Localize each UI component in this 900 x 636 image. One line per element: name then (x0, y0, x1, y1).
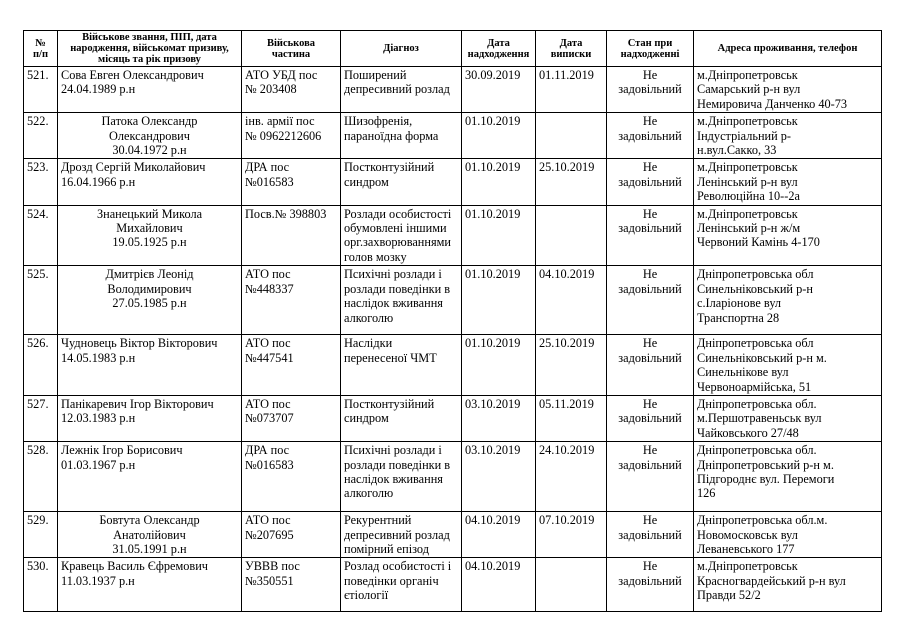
cell-diagnosis (341, 335, 462, 396)
cell-diagnosis (341, 159, 462, 205)
diagnosis-line: Постконтузійний (344, 160, 435, 175)
cell-state (607, 67, 694, 113)
header-line: № (35, 37, 46, 49)
state-line: задовільний (618, 411, 682, 426)
cell-person (58, 558, 242, 612)
diagnosis-line: Рекурентний (344, 513, 412, 528)
table-row (24, 266, 882, 335)
address-line: Красногвардейський р-н вул (697, 573, 846, 588)
address-line: Леваневського 177 (697, 541, 795, 556)
cell-state (607, 558, 694, 612)
diagnosis-line: Наслідки (344, 336, 393, 351)
person-line: Кравець Василь Єфремович (61, 559, 208, 574)
cell-person (58, 113, 242, 159)
date_out-value: 04.10.2019 (539, 267, 595, 282)
diagnosis-line: єтіології (344, 588, 389, 603)
cell-unit (242, 113, 341, 159)
unit-line: АТО УБД пос (245, 68, 318, 82)
address-line: Ленінський р-н ж/м (697, 221, 801, 236)
date_in-value: 01.10.2019 (465, 114, 521, 129)
address-line: Революційна 10--2а (697, 189, 800, 204)
date_in-value: 01.10.2019 (465, 206, 521, 221)
unit-line: №207695 (245, 527, 294, 542)
table-row (24, 558, 882, 612)
unit-line: ДРА пос (245, 443, 290, 458)
date_in-value: 30.09.2019 (465, 68, 521, 82)
state-line: Не (642, 114, 658, 129)
cell-address (694, 442, 882, 512)
date_in-value: 03.10.2019 (465, 443, 521, 458)
header-line: надходженні (620, 48, 680, 60)
header-line: місяць та рік призову (98, 54, 201, 65)
diagnosis-line: Психічні розлади і (344, 443, 442, 458)
cell-date-out (536, 335, 607, 396)
person-line: Анатолійович (113, 527, 186, 542)
cell-date-in (462, 395, 536, 441)
header-line: Військова (266, 37, 315, 49)
person-line: Панікаревич Ігор Вікторович (61, 396, 214, 411)
unit-line: №073707 (245, 411, 294, 426)
cell-state (607, 512, 694, 558)
cell-date-in (462, 266, 536, 335)
cell-date-out (536, 395, 607, 441)
cell-date-out (536, 442, 607, 512)
date_in-value: 04.10.2019 (465, 513, 521, 528)
cell-unit (242, 266, 341, 335)
cell-state (607, 205, 694, 266)
cell-address (694, 113, 882, 159)
cell-date-out (536, 67, 607, 113)
diagnosis-line: обумовлені іншими (344, 221, 447, 236)
cell-date-out (536, 159, 607, 205)
unit-line: ДРА пос (245, 160, 290, 175)
cell-date-in (462, 558, 536, 612)
state-line: задовільний (618, 221, 682, 236)
diagnosis-line: депресивний розлад (344, 527, 450, 542)
state-line: задовільний (618, 527, 682, 542)
cell-date-out (536, 113, 607, 159)
cell-unit (242, 205, 341, 266)
cell-person (58, 67, 242, 113)
state-line: Не (642, 160, 658, 175)
cell-date-in (462, 159, 536, 205)
table-row (24, 67, 882, 113)
address-line: Підгороднє вул. Перемоги (697, 471, 835, 486)
cell-date-out (536, 558, 607, 612)
person-line: Сова Евген Олександрович (61, 68, 204, 82)
diagnosis-line: розлади поведінки в (344, 281, 451, 296)
person-line: 27.05.1985 р.н (112, 296, 187, 311)
table-row (24, 159, 882, 205)
document-page (23, 30, 881, 612)
header-line: надходження (467, 48, 530, 60)
header-line: Стан при (627, 37, 673, 49)
address-line: Дніпропетровська обл. (697, 443, 817, 458)
cell-num (24, 266, 58, 335)
cell-date-out (536, 512, 607, 558)
cell-state (607, 113, 694, 159)
diagnosis-line: алкоголю (344, 486, 394, 501)
unit-line: № 0962212606 (245, 128, 322, 143)
cell-person (58, 335, 242, 396)
cell-num (24, 159, 58, 205)
cell-person (58, 205, 242, 266)
cell-unit (242, 335, 341, 396)
address-line: Синельніковський р-н (697, 281, 813, 296)
date_in-value: 04.10.2019 (465, 559, 521, 574)
date_out-value: 24.10.2019 (539, 443, 595, 458)
cell-address (694, 335, 882, 396)
state-line: Не (642, 443, 658, 458)
unit-line: №016583 (245, 174, 294, 189)
table-header-row (24, 31, 882, 67)
person-line: Михайлович (116, 221, 183, 236)
table-body (24, 67, 882, 612)
state-line: задовільний (618, 350, 682, 365)
diagnosis-line: голов мозку (344, 249, 407, 264)
unit-line: №447541 (245, 350, 294, 365)
table-row (24, 335, 882, 396)
num-value: 527. (27, 396, 49, 411)
unit-line: АТО пос (245, 513, 291, 528)
unit-line: Посв.№ 398803 (245, 206, 327, 221)
state-line: Не (642, 559, 658, 574)
cell-date-out (536, 266, 607, 335)
cell-state (607, 159, 694, 205)
num-value: 525. (27, 267, 49, 282)
diagnosis-line: розлади поведінки в (344, 457, 451, 472)
cell-diagnosis (341, 113, 462, 159)
person-line: Дмитрієв Леонід (105, 267, 194, 282)
cell-address (694, 67, 882, 113)
cell-unit (242, 558, 341, 612)
cell-address (694, 159, 882, 205)
cell-num (24, 67, 58, 113)
address-line: с.Іларіонове вул (697, 296, 782, 311)
address-line: м.Дніпропетровськ (697, 559, 798, 574)
cell-address (694, 205, 882, 266)
date_in-value: 01.10.2019 (465, 160, 521, 175)
patient-registry-table (23, 30, 882, 612)
unit-line: АТО пос (245, 336, 291, 351)
diagnosis-line: наслідок вживання (344, 296, 443, 311)
person-line: 24.04.1989 р.н (61, 82, 136, 97)
person-line: Олександрович (109, 128, 190, 143)
cell-address (694, 512, 882, 558)
header-date-out (536, 31, 607, 67)
unit-line: АТО пос (245, 267, 291, 282)
cell-num (24, 512, 58, 558)
address-line: Дніпропетровська обл (697, 267, 814, 282)
table-row (24, 442, 882, 512)
address-line: м.Дніпропетровськ (697, 114, 798, 129)
date_out-value: 01.11.2019 (539, 68, 594, 82)
address-line: н.вул.Сакко, 33 (697, 143, 777, 158)
address-line: м.Першотравеньськ вул (697, 411, 822, 426)
diagnosis-line: синдром (344, 411, 389, 426)
unit-line: АТО пос (245, 396, 291, 411)
num-value: 529. (27, 513, 49, 528)
diagnosis-line: Психічні розлади і (344, 267, 442, 282)
unit-line: №448337 (245, 281, 294, 296)
num-value: 528. (27, 443, 49, 458)
state-line: Не (642, 206, 658, 221)
unit-line: № 203408 (245, 82, 297, 97)
state-line: задовільний (618, 573, 682, 588)
state-line: задовільний (618, 174, 682, 189)
diagnosis-line: наслідок вживання (344, 471, 443, 486)
state-line: Не (642, 68, 658, 82)
diagnosis-line: помірний епізод (344, 541, 429, 556)
person-line: 31.05.1991 р.н (112, 541, 187, 556)
address-line: м.Дніпропетровськ (697, 206, 798, 221)
cell-diagnosis (341, 266, 462, 335)
address-line: Дніпропетровська обл. (697, 396, 817, 411)
cell-date-in (462, 205, 536, 266)
header-unit (242, 31, 341, 67)
cell-address (694, 558, 882, 612)
person-line: 14.05.1983 р.н (61, 350, 136, 365)
state-line: задовільний (618, 281, 682, 296)
diagnosis-line: параноїдна форма (344, 128, 439, 143)
diagnosis-line: Шизофренія, (344, 114, 413, 129)
cell-date-in (462, 67, 536, 113)
header-line: частина (271, 48, 311, 60)
person-line: Чудновець Віктор Вікторович (61, 336, 218, 351)
unit-line: УВВВ пос (245, 559, 300, 574)
cell-unit (242, 159, 341, 205)
cell-date-in (462, 442, 536, 512)
cell-num (24, 558, 58, 612)
cell-state (607, 442, 694, 512)
num-value: 521. (27, 68, 49, 82)
date_out-value: 07.10.2019 (539, 513, 595, 528)
address-line: Дніпропетровський р-н м. (697, 457, 834, 472)
date_out-value: 25.10.2019 (539, 336, 595, 351)
person-line: Бовтута Олександр (99, 513, 200, 528)
table-row (24, 395, 882, 441)
header-line: Адреса проживання, телефон (717, 43, 858, 54)
address-line: Синельніковський р-н м. (697, 350, 827, 365)
cell-num (24, 442, 58, 512)
cell-person (58, 395, 242, 441)
date_in-value: 03.10.2019 (465, 396, 521, 411)
person-line: Знанецький Микола (96, 206, 203, 221)
date_in-value: 01.10.2019 (465, 267, 521, 282)
date_out-value: 25.10.2019 (539, 160, 595, 175)
num-value: 523. (27, 160, 49, 175)
diagnosis-line: Постконтузійний (344, 396, 435, 411)
address-line: м.Дніпропетровськ (697, 160, 798, 175)
person-line: Володимирович (107, 281, 192, 296)
diagnosis-line: перенесеної ЧМТ (344, 350, 437, 365)
person-line: 01.03.1967 р.н (61, 457, 136, 472)
address-line: Червоноармійська, 51 (697, 379, 812, 394)
cell-diagnosis (341, 558, 462, 612)
cell-person (58, 512, 242, 558)
table-row (24, 205, 882, 266)
address-line: Немировича Данченко 40-73 (697, 96, 848, 111)
person-line: 11.03.1937 р.н (61, 573, 135, 588)
cell-diagnosis (341, 442, 462, 512)
address-line: Червоний Камінь 4-170 (697, 235, 820, 250)
num-value: 524. (27, 206, 49, 221)
address-line: Індустріальний р- (697, 128, 791, 143)
cell-unit (242, 442, 341, 512)
diagnosis-line: орг.захворюваннями (344, 235, 451, 250)
header-line: Дата (559, 37, 583, 49)
header-line: Військове звання, ПІП, дата (82, 32, 217, 43)
unit-line: №350551 (245, 573, 294, 588)
address-line: Ленінський р-н вул (697, 174, 798, 189)
address-line: Транспортна 28 (697, 310, 780, 325)
cell-unit (242, 512, 341, 558)
diagnosis-line: Розлади особистості (344, 206, 452, 221)
cell-date-out (536, 205, 607, 266)
diagnosis-line: Розлад особистості і (344, 559, 452, 574)
cell-state (607, 266, 694, 335)
header-date-in (462, 31, 536, 67)
cell-date-in (462, 512, 536, 558)
num-value: 526. (27, 336, 49, 351)
diagnosis-line: синдром (344, 174, 389, 189)
address-line: Дніпропетровська обл (697, 336, 814, 351)
person-line: 16.04.1966 р.н (61, 174, 136, 189)
cell-diagnosis (341, 205, 462, 266)
header-line: Дата (487, 37, 510, 49)
cell-num (24, 335, 58, 396)
cell-num (24, 395, 58, 441)
unit-line: інв. армії пос (245, 114, 315, 129)
header-line: п/п (32, 48, 49, 60)
num-value: 522. (27, 114, 49, 129)
unit-line: №016583 (245, 457, 294, 472)
cell-diagnosis (341, 67, 462, 113)
address-line: 126 (697, 486, 716, 501)
date_out-value: 05.11.2019 (539, 396, 594, 411)
cell-state (607, 335, 694, 396)
address-line: Дніпропетровська обл.м. (697, 513, 828, 528)
table-row (24, 113, 882, 159)
state-line: Не (642, 513, 658, 528)
num-value: 530. (27, 559, 49, 574)
date_in-value: 01.10.2019 (465, 336, 521, 351)
person-line: 30.04.1972 р.н (112, 143, 187, 158)
cell-person (58, 442, 242, 512)
cell-diagnosis (341, 512, 462, 558)
header-diagnosis (341, 31, 462, 67)
diagnosis-line: Поширений (344, 68, 407, 82)
address-line: Синельнікове вул (697, 365, 789, 380)
cell-diagnosis (341, 395, 462, 441)
diagnosis-line: алкоголю (344, 310, 394, 325)
header-line: народження, військомат призиву, (70, 43, 229, 54)
header-person (58, 31, 242, 67)
header-line: виписки (550, 48, 592, 60)
cell-unit (242, 395, 341, 441)
state-line: задовільний (618, 82, 682, 97)
diagnosis-line: депресивний розлад (344, 82, 450, 97)
cell-person (58, 266, 242, 335)
address-line: Правди 52/2 (697, 588, 761, 603)
state-line: задовільний (618, 457, 682, 472)
header-address (694, 31, 882, 67)
state-line: Не (642, 267, 658, 282)
header-num (24, 31, 58, 67)
person-line: 19.05.1925 р.н (112, 235, 187, 250)
state-line: Не (642, 336, 658, 351)
cell-date-in (462, 113, 536, 159)
cell-unit (242, 67, 341, 113)
state-line: Не (642, 396, 658, 411)
cell-address (694, 266, 882, 335)
address-line: Чайковського 27/48 (697, 425, 799, 440)
cell-num (24, 113, 58, 159)
header-line: Діагноз (383, 43, 419, 54)
cell-num (24, 205, 58, 266)
person-line: Дрозд Сергій Миколайович (61, 160, 206, 175)
person-line: Лежнік Ігор Борисович (61, 443, 183, 458)
cell-date-in (462, 335, 536, 396)
address-line: м.Дніпропетровськ (697, 68, 798, 82)
header-state (607, 31, 694, 67)
address-line: Самарський р-н вул (697, 82, 801, 97)
person-line: Патока Олександр (101, 114, 198, 129)
diagnosis-line: поведінки органіч (344, 573, 439, 588)
table-row (24, 512, 882, 558)
address-line: Новомосковськ вул (697, 527, 798, 542)
person-line: 12.03.1983 р.н (61, 411, 136, 426)
cell-state (607, 395, 694, 441)
state-line: задовільний (618, 128, 682, 143)
cell-address (694, 395, 882, 441)
cell-person (58, 159, 242, 205)
